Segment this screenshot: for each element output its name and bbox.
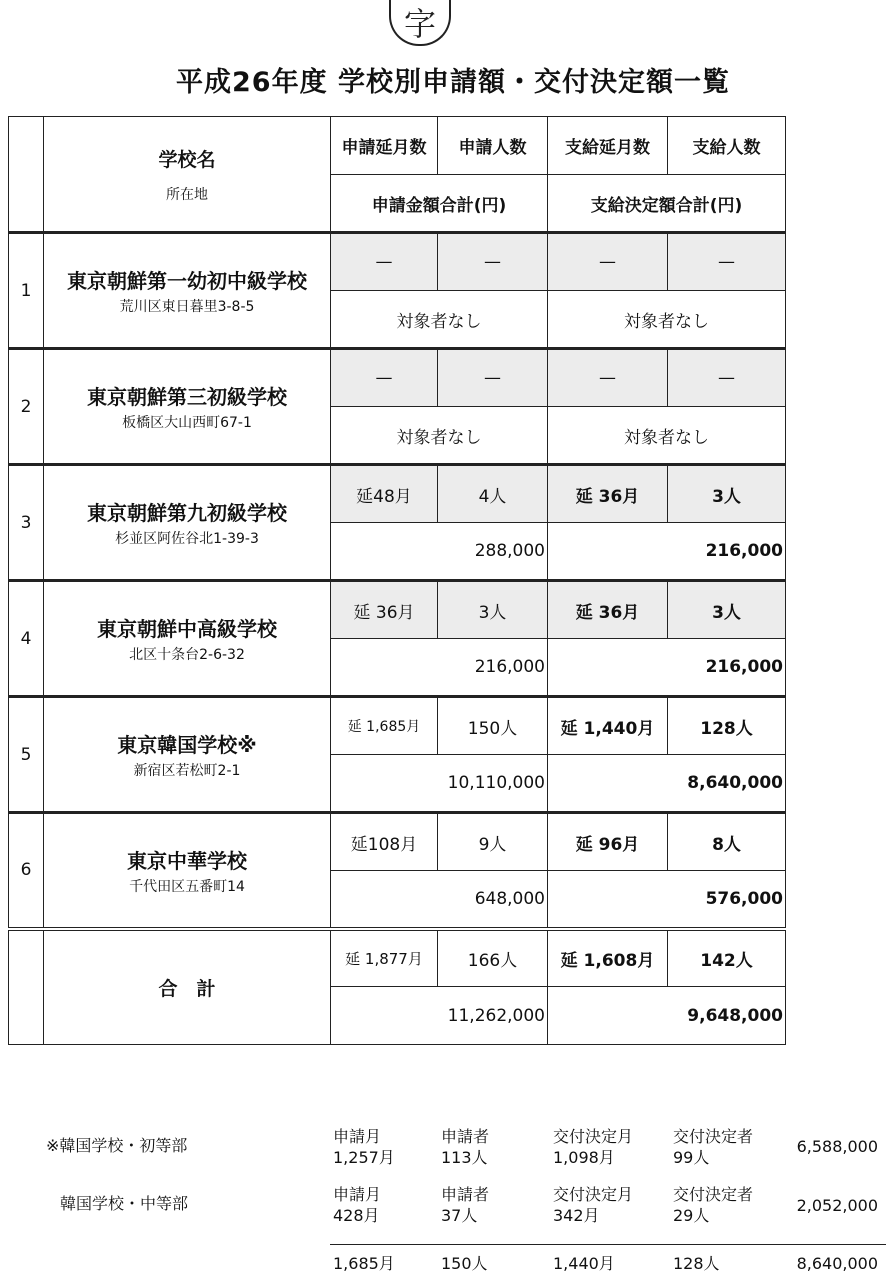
footnote-primary-amount: 6,588,000	[796, 1137, 878, 1156]
footnote-primary-h1: 申請月	[333, 1127, 382, 1146]
table-row	[9, 581, 786, 639]
req-months-cell: 延108月	[331, 813, 438, 871]
total-pay-amount: 9,648,000	[548, 987, 786, 1045]
footnote-middle-v2: 37人	[441, 1206, 478, 1225]
footnote-middle-h1: 申請月	[333, 1185, 382, 1204]
req-people-cell: —	[438, 233, 548, 291]
table-row	[9, 233, 786, 291]
footnote-middle-h4: 交付決定者	[673, 1185, 754, 1204]
school-cell	[44, 233, 331, 349]
req-amount-cell: 対象者なし	[331, 407, 548, 465]
school-address: 千代田区五番町14	[129, 878, 245, 895]
total-req-people: 166人	[438, 929, 548, 987]
footnote-middle-amount: 2,052,000	[796, 1196, 878, 1215]
footnote-middle-h3: 交付決定月	[553, 1185, 634, 1204]
footnote-middle-label: 韓国学校・中等部	[60, 1194, 189, 1213]
footnote-middle-v4: 29人	[673, 1206, 710, 1225]
req-months-cell: —	[331, 349, 438, 407]
stamp-glyph: 字	[403, 5, 436, 43]
footnote-sum-v1: 1,685月	[333, 1254, 395, 1273]
req-months-cell: 延 36月	[331, 581, 438, 639]
header-req-months: 申請延月数	[331, 117, 438, 175]
school-name: 東京朝鮮第三初級学校	[87, 385, 287, 409]
pay-people-cell: —	[668, 233, 786, 291]
pay-months-cell: —	[548, 233, 668, 291]
footnote-primary-v1: 1,257月	[333, 1148, 395, 1167]
school-name: 東京朝鮮中高級学校	[97, 617, 277, 641]
school-name: 東京朝鮮第一幼初中級学校	[67, 269, 307, 293]
school-address: 北区十条台2-6-32	[129, 647, 245, 663]
school-cell	[44, 697, 331, 813]
total-row	[9, 929, 786, 987]
header-address: 所在地	[166, 186, 208, 203]
header-req-total: 申請金額合計(円)	[331, 175, 548, 233]
pay-people-cell: 3人	[668, 465, 786, 523]
total-label: 合 計	[44, 929, 331, 1045]
pay-amount-cell: 216,000	[548, 523, 786, 581]
pay-people-cell: 8人	[668, 813, 786, 871]
footnote-middle-v3: 342月	[553, 1206, 600, 1225]
total-req-months: 延 1,877月	[331, 929, 438, 987]
header-school-cell	[44, 117, 331, 233]
school-cell	[44, 581, 331, 697]
school-address: 新宿区若松町2-1	[133, 763, 241, 779]
pay-amount-cell: 8,640,000	[548, 755, 786, 813]
footnote-middle-h2: 申請者	[441, 1185, 490, 1204]
req-people-cell: 3人	[438, 581, 548, 639]
footnote-sum-v4: 128人	[673, 1254, 720, 1273]
req-amount-cell: 648,000	[331, 871, 548, 929]
school-name: 東京韓国学校※	[117, 733, 257, 757]
pay-months-cell: 延 36月	[548, 581, 668, 639]
header-row-top	[9, 117, 786, 175]
footnote-sum-amount: 8,640,000	[796, 1254, 878, 1273]
page-title: 平成26年度 学校別申請額・交付決定額一覧	[176, 67, 730, 98]
footnote-primary-v4: 99人	[673, 1148, 710, 1167]
pay-people-cell: 128人	[668, 697, 786, 755]
pay-months-cell: 延 36月	[548, 465, 668, 523]
req-months-cell: —	[331, 233, 438, 291]
table-row	[9, 465, 786, 523]
footnote-sum-rule	[330, 1244, 886, 1245]
header-school-name: 学校名	[158, 148, 216, 171]
req-amount-cell: 対象者なし	[331, 291, 548, 349]
req-people-cell: 150人	[438, 697, 548, 755]
footnote-primary-h4: 交付決定者	[673, 1127, 754, 1146]
footnote-sum-v2: 150人	[441, 1254, 488, 1273]
school-address: 荒川区東日暮里3-8-5	[119, 299, 255, 315]
row-number: 6	[9, 813, 44, 929]
school-table	[8, 116, 786, 1045]
pay-people-cell: 3人	[668, 581, 786, 639]
footnote-primary-h3: 交付決定月	[553, 1127, 634, 1146]
school-name: 東京中華学校	[127, 848, 247, 873]
school-cell	[44, 349, 331, 465]
footnote-primary-label: ※韓国学校・初等部	[46, 1136, 188, 1155]
pay-amount-cell: 216,000	[548, 639, 786, 697]
req-months-cell: 延 1,685月	[331, 697, 438, 755]
req-people-cell: 9人	[438, 813, 548, 871]
total-req-amount: 11,262,000	[331, 987, 548, 1045]
req-amount-cell: 288,000	[331, 523, 548, 581]
req-months-cell: 延48月	[331, 465, 438, 523]
pay-people-cell: —	[668, 349, 786, 407]
footnote-primary-h2: 申請者	[441, 1127, 490, 1146]
row-number: 3	[9, 465, 44, 581]
seal-stamp	[389, 0, 451, 46]
req-people-cell: 4人	[438, 465, 548, 523]
req-people-cell: —	[438, 349, 548, 407]
req-amount-cell: 10,110,000	[331, 755, 548, 813]
header-req-people: 申請人数	[438, 117, 548, 175]
header-pay-people: 支給人数	[668, 117, 786, 175]
table-row	[9, 349, 786, 407]
school-address: 杉並区阿佐谷北1-39-3	[115, 531, 259, 547]
table-row	[9, 813, 786, 871]
row-number: 2	[9, 349, 44, 465]
pay-months-cell: 延 96月	[548, 813, 668, 871]
total-pay-months: 延 1,608月	[548, 929, 668, 987]
header-pay-total: 支給決定額合計(円)	[548, 175, 786, 233]
pay-amount-cell: 対象者なし	[548, 407, 786, 465]
pay-months-cell: 延 1,440月	[548, 697, 668, 755]
footnote-primary-v3: 1,098月	[553, 1148, 615, 1167]
pay-amount-cell: 576,000	[548, 871, 786, 929]
school-cell	[44, 465, 331, 581]
pay-months-cell: —	[548, 349, 668, 407]
pay-amount-cell: 対象者なし	[548, 291, 786, 349]
row-number: 1	[9, 233, 44, 349]
school-address: 板橋区大山西町67-1	[122, 415, 252, 431]
req-amount-cell: 216,000	[331, 639, 548, 697]
header-pay-months: 支給延月数	[548, 117, 668, 175]
total-no-cell	[9, 929, 44, 1045]
header-no-cell	[9, 117, 44, 233]
row-number: 5	[9, 697, 44, 813]
row-number: 4	[9, 581, 44, 697]
footnote-sum-v3: 1,440月	[553, 1254, 615, 1273]
school-cell	[44, 813, 331, 929]
footnote-primary-v2: 113人	[441, 1148, 488, 1167]
school-name: 東京朝鮮第九初級学校	[87, 501, 287, 525]
table-row	[9, 697, 786, 755]
footnote-middle-v1: 428月	[333, 1206, 380, 1225]
total-pay-people: 142人	[668, 929, 786, 987]
